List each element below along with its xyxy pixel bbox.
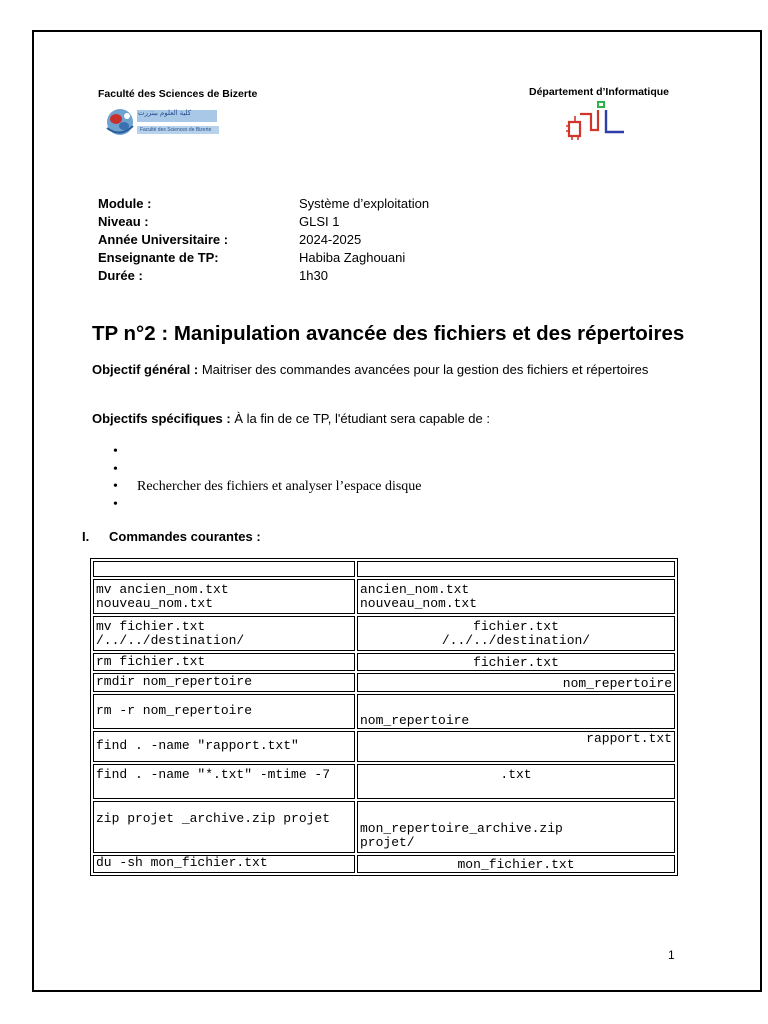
- objectif-general-label: Objectif général :: [92, 362, 199, 377]
- info-label: Niveau :: [98, 214, 149, 229]
- command-cell: rm -r nom_repertoire: [93, 694, 355, 729]
- table-row: [93, 694, 675, 729]
- section-heading: [82, 529, 261, 544]
- table-row: [93, 731, 675, 762]
- command-cell: zip projet _archive.zip projet: [93, 801, 355, 853]
- info-value: Habiba Zaghouani: [299, 250, 406, 265]
- info-label: Année Universitaire :: [98, 232, 229, 247]
- bullet-icon: •: [113, 496, 118, 512]
- description-cell: mon_repertoire_archive.zip projet/: [357, 801, 675, 853]
- table-row: [93, 579, 675, 614]
- description-cell: ancien_nom.txt nouveau_nom.txt: [357, 579, 675, 614]
- page-title: TP n°2 : Manipulation avancée des fichiers et des répertoires: [92, 322, 685, 345]
- command-cell: du -sh mon_fichier.txt: [93, 855, 355, 873]
- table-row: [93, 801, 675, 853]
- description-cell: nom_repertoire: [357, 673, 675, 692]
- commands-table: [90, 558, 678, 876]
- department-name: Département d’Informatique: [529, 86, 670, 98]
- description-cell: nom_repertoire: [357, 694, 675, 729]
- objectifs-specifiques: [92, 409, 652, 428]
- section-number: I.: [82, 529, 90, 544]
- command-cell: rmdir nom_repertoire: [93, 673, 355, 692]
- table-row: [93, 653, 675, 671]
- command-cell: find . -name "rapport.txt": [93, 731, 355, 762]
- info-value: Système d’exploitation: [299, 196, 430, 211]
- description-cell: fichier.txt /../../destination/: [357, 616, 675, 651]
- table-row: [93, 616, 675, 651]
- command-cell: find . -name "*.txt" -mtime -7: [93, 764, 355, 799]
- info-value: 2024-2025: [299, 232, 362, 247]
- info-value: GLSI 1: [299, 214, 340, 229]
- objectif-general-text: Maitriser des commandes avancées pour la gestion des fichiers et répertoires: [198, 362, 649, 377]
- bullet-icon: •: [113, 461, 118, 477]
- bullet-icon: •: [113, 444, 118, 459]
- page-number: 1: [668, 948, 675, 962]
- command-cell: mv fichier.txt /../../destination/: [93, 616, 355, 651]
- info-label: Enseignante de TP:: [98, 250, 219, 265]
- command-cell: mv ancien_nom.txt nouveau_nom.txt: [93, 579, 355, 614]
- objectifs-specifiques-label: Objectifs spécifiques :: [92, 411, 231, 426]
- description-cell: fichier.txt: [357, 653, 675, 671]
- info-label: Module :: [98, 196, 152, 211]
- section-title: Commandes courantes :: [109, 529, 261, 544]
- description-cell: rapport.txt: [357, 731, 675, 762]
- command-cell: rm fichier.txt: [93, 653, 355, 671]
- info-label: Durée :: [98, 268, 143, 283]
- description-cell: [357, 561, 675, 577]
- table-row: [93, 561, 675, 577]
- bullet-icon: •: [113, 479, 118, 494]
- objectif-general: [92, 360, 652, 379]
- faculty-logo-french-text: Faculté des Sciences de Bizerte: [140, 127, 212, 133]
- department-logo: [566, 100, 628, 145]
- objectifs-specifiques-text: À la fin de ce TP, l'étudiant sera capable de :: [230, 411, 490, 426]
- table-row: [93, 673, 675, 692]
- institution-name: Faculté des Sciences de Bizerte: [98, 88, 258, 100]
- faculty-logo-arabic-text: كلية العلوم ببنزرت: [138, 110, 192, 117]
- info-value: 1h30: [299, 268, 328, 283]
- table-row: [93, 855, 675, 873]
- description-cell: mon_fichier.txt: [357, 855, 675, 873]
- command-cell: [93, 561, 355, 577]
- table-row: [93, 764, 675, 799]
- description-cell: .txt: [357, 764, 675, 799]
